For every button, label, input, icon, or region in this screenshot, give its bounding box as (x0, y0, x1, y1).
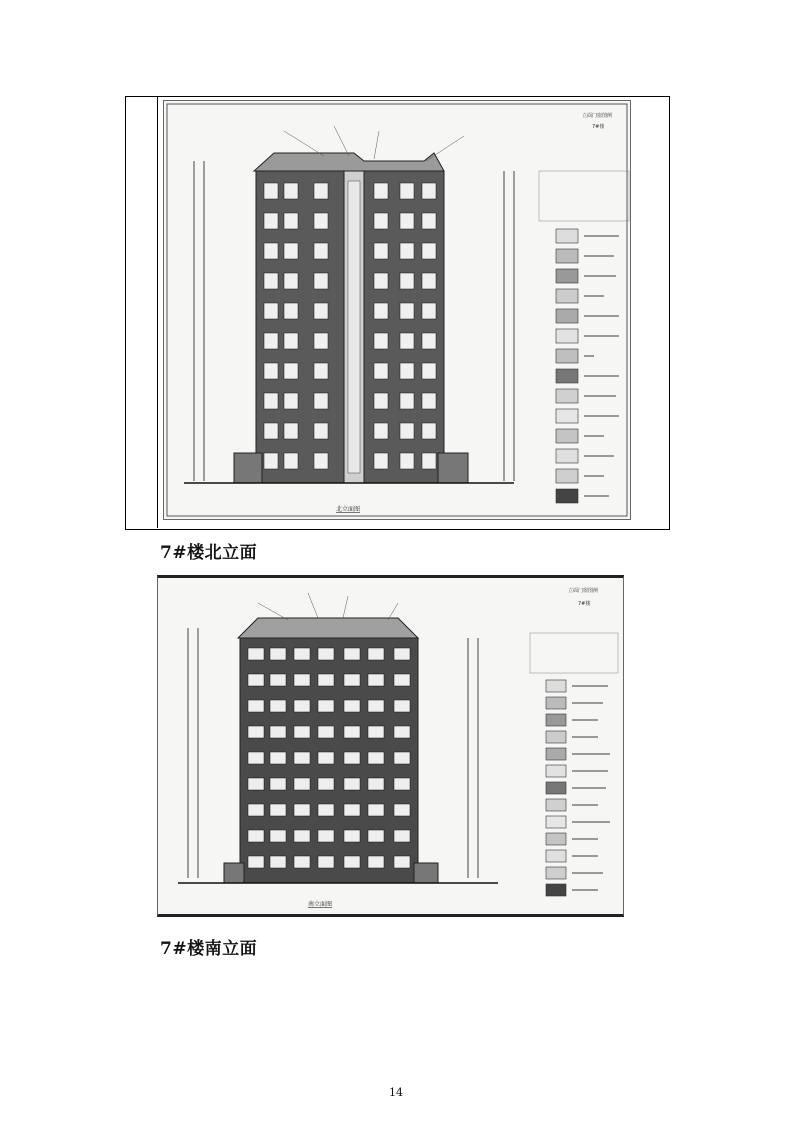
north-elevation-svg (164, 101, 630, 519)
north-elevation-caption: 7#楼北立面 (160, 543, 258, 563)
south-elevation-drawing (157, 575, 624, 917)
south-drawing-title: 南立面图 (308, 901, 333, 908)
table-column-divider (157, 96, 158, 528)
north-legend-header: 立面门窗图例 (582, 113, 613, 119)
south-legend-building: 7#楼 (578, 601, 591, 607)
north-legend-building: 7#楼 (592, 124, 605, 130)
south-elevation-svg (158, 578, 623, 914)
south-legend-header: 立面门窗图例 (568, 588, 599, 594)
page-number: 14 (389, 1086, 403, 1099)
north-elevation-drawing (163, 100, 631, 520)
north-drawing-title: 北立面图 (336, 506, 361, 513)
south-elevation-caption: 7#楼南立面 (160, 939, 258, 959)
